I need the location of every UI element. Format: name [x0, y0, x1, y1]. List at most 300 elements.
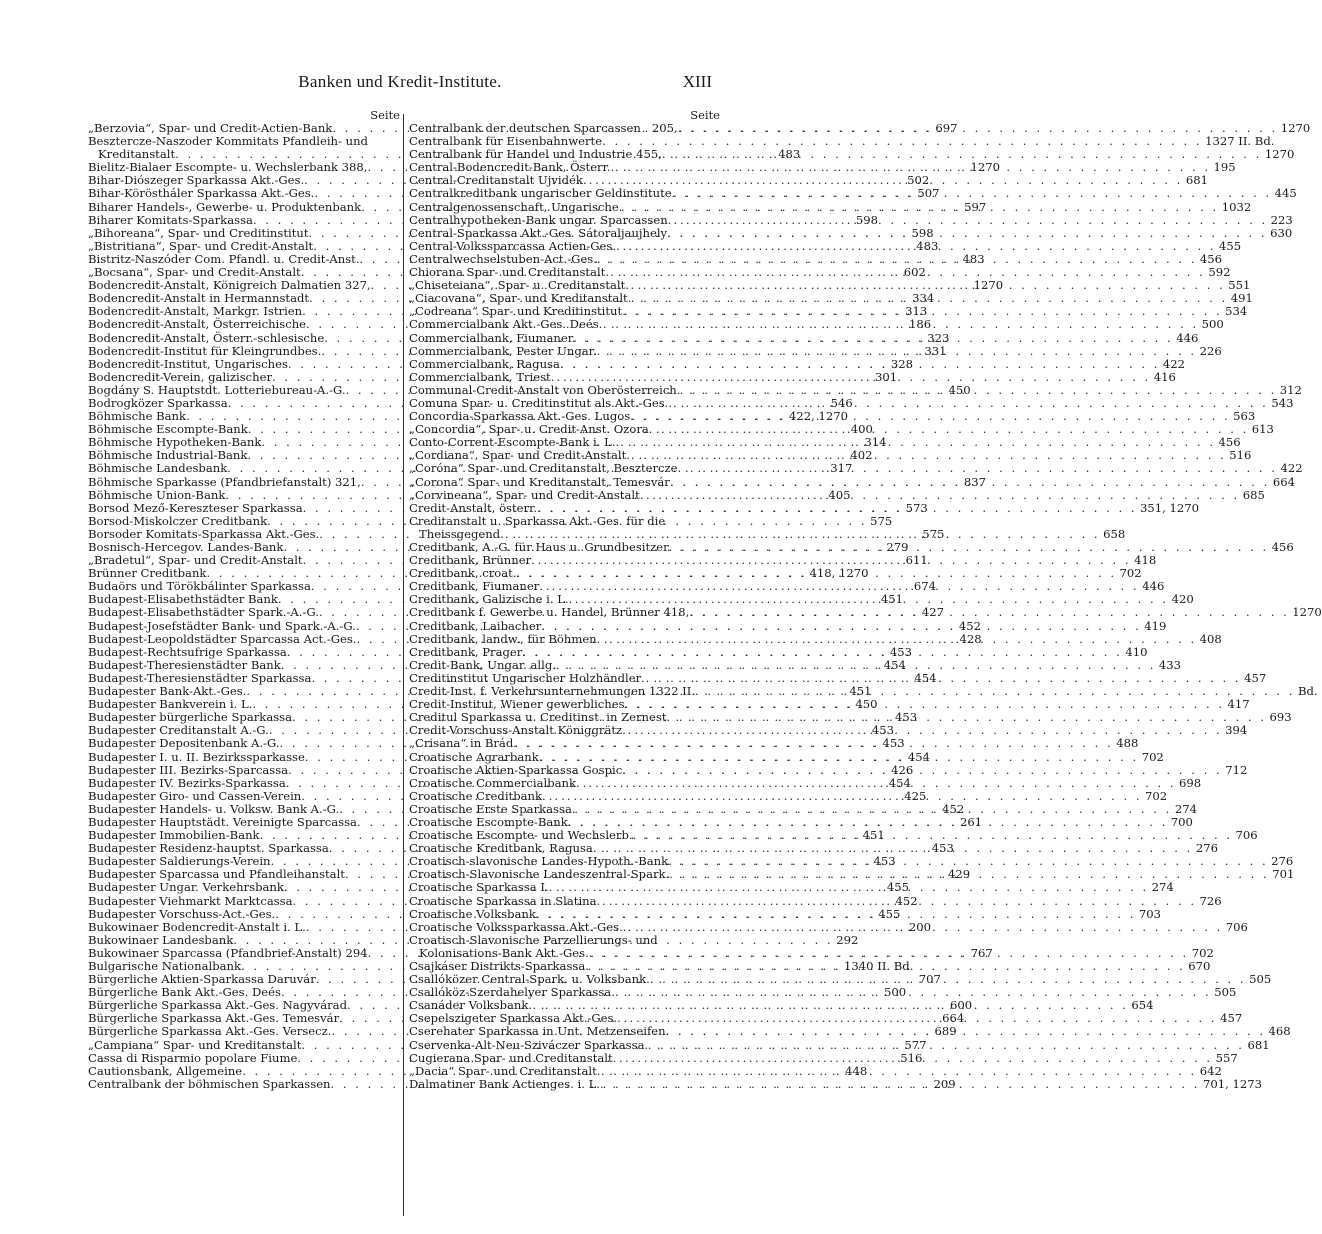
entry-page: 292	[836, 932, 859, 947]
entry-name: Dalmatiner Bank Actienges. i. L.	[409, 1076, 600, 1091]
entry-page: 702	[1119, 566, 1142, 581]
leader-dots	[689, 606, 1289, 619]
leader-dots	[576, 777, 1176, 790]
entry-page: 674	[913, 579, 936, 594]
entry-name: Commercialbank, Triest	[409, 369, 551, 384]
entry-page: 1270	[1292, 605, 1322, 620]
entry-page: 706	[1235, 828, 1258, 843]
entry-page: 654	[1131, 998, 1154, 1013]
entry-page: 600	[949, 998, 973, 1013]
entry-name: Budapest-Josefstädter Bank- und Spark.-A.-G.	[88, 618, 356, 633]
entry-name: Böhmische Hypotheken-Bank	[88, 435, 262, 450]
entry-page: 546	[830, 395, 853, 410]
entry-page: 455	[886, 880, 910, 895]
entry-name: Budapest-Elisabethstädter Spark.-A.-G.	[88, 605, 319, 620]
entry-page: 516	[1229, 448, 1252, 463]
entry-name: „Bradetul“, Spar- und Credit-Anstalt	[88, 553, 303, 568]
entry-name: Budapester IV. Bezirks-Sparkassa	[88, 775, 286, 790]
entry-page: 276	[1195, 841, 1218, 856]
page-header	[0, 72, 800, 96]
entry-name: Croatische Agrarbank	[409, 749, 539, 764]
entry-page: 483	[962, 251, 985, 266]
entry-name: Creditanstalt u. Sparkassa Akt.-Ges. für die	[409, 513, 666, 528]
entry-name: Creditbank, croat.	[409, 566, 517, 581]
entry-name: Centralgenossenschaft, Ungarische	[409, 199, 619, 214]
entry-page: 573	[905, 500, 928, 515]
entry-name: Bulgarische Nationalbank	[88, 959, 242, 973]
index-entry	[409, 515, 720, 528]
entry-name: Bodencredit-Anstalt, Markgr. Istrien	[88, 304, 303, 319]
entry-name: Credit-Inst. f. Verkehrsunternehmungen 1322 II.	[409, 684, 695, 699]
entry-name: Budapester Depositenbank A.-G.	[88, 736, 280, 751]
entry-name: Cugierana Spar- und Creditanstalt	[409, 1050, 613, 1065]
entry-page: 433	[1158, 657, 1182, 672]
entry-name: Cautionsbank, Allgemeine	[88, 1063, 243, 1078]
entry-page: 226	[1199, 343, 1222, 358]
leader-dots	[677, 384, 1277, 397]
entry-page: 575	[922, 526, 945, 541]
entry-name: Csallóköz-Szerdahelyer Sparkassa	[409, 985, 612, 1000]
entry-page: 1340 II. Bd.	[844, 959, 914, 973]
entry-name: Bogdány S. Hauptstdt. Lotteriebureau-A.-G.	[88, 382, 346, 397]
entry-page: 313	[905, 304, 928, 319]
index-entry	[409, 934, 720, 947]
entry-page: Bd.	[1297, 684, 1318, 699]
entry-page: 312	[1279, 382, 1302, 397]
entry-name: Kolonisations-Bank Akt.-Ges.	[419, 945, 589, 960]
entry-page: 483	[916, 238, 939, 253]
entry-name: „Berzovia“, Spar- und Credit-Actien-Bank	[88, 121, 333, 135]
entry-page: 452	[958, 618, 981, 633]
entry-page: 450	[855, 697, 878, 712]
entry-page: 448	[845, 1063, 868, 1078]
entry-page: 500	[883, 985, 907, 1000]
entry-name: Central-Sparkassa Akt.-Ges. Sátoraljaujhely	[409, 225, 668, 240]
entry-page: 422	[1162, 356, 1186, 371]
entry-page: 334	[912, 291, 935, 306]
leader-dots	[572, 803, 1172, 816]
entry-page: 446	[1176, 330, 1199, 345]
entry-page: 1327 II. Bd.	[1205, 134, 1275, 149]
entry-page: 328	[890, 356, 914, 371]
entry-page: 642	[1199, 1063, 1222, 1078]
entry-page: 405	[828, 487, 851, 502]
entry-page: 451	[862, 828, 885, 843]
entry-name: Csajkáser Distrikts-Sparkassa	[409, 959, 586, 973]
entry-name: Bürgerliche Sparkassa Akt.-Ges. Versecz.	[88, 1024, 332, 1039]
page-title: Banken und Kredit-Institute.	[298, 72, 502, 91]
entry-page: 410	[1125, 644, 1148, 659]
entry-name: Central-Volkssparcassa Actien-Ges.	[409, 238, 617, 253]
entry-name: Credit-Institut, Wiener gewerbliches	[409, 697, 625, 712]
entry-page: 658	[1103, 526, 1126, 541]
entry-name: Commercialbank, Ragusa	[409, 356, 560, 371]
entry-page: 507	[917, 186, 940, 201]
entry-name: Beszterczе-Naszoder Kommitats Pfandleih- und	[88, 134, 368, 149]
leader-dots	[622, 764, 1222, 777]
entry-page: 707	[918, 972, 941, 987]
entry-name: Budapester bürgerliche Sparkassa	[88, 710, 293, 725]
entry-page: 767	[970, 945, 993, 960]
leader-dots	[623, 921, 1223, 934]
entry-name: „Bihoreana“, Spar- und Creditinstitut	[88, 225, 309, 240]
leader-dots	[537, 502, 1137, 515]
entry-name: Croatische Erste Sparkassa	[409, 801, 572, 816]
entry-name: Creditbank, Laibacher	[409, 618, 542, 633]
entry-page: 500	[1201, 317, 1224, 332]
entry-name: Conto-Corrent-Escompte-Bank i. L.	[409, 435, 616, 450]
entry-page: 670	[1188, 959, 1211, 973]
entry-page: 701, 1273	[1202, 1076, 1262, 1091]
entry-name: Creditul Sparkassa u. Creditinst. in Zernest	[409, 710, 667, 725]
entry-page: 681	[1185, 173, 1209, 188]
entry-name: Budapester Viehmarkt Marktcassa	[88, 893, 293, 908]
entry-page: 575	[870, 513, 893, 528]
entry-name: Centralbank für Handel und Industrie 455,	[409, 147, 662, 162]
entry-name: Credit-Bank, Ungar. allg.	[409, 657, 556, 672]
entry-name: Bodencredit-Institut, Ungarisches	[88, 356, 288, 371]
leader-dots	[551, 371, 1151, 384]
entry-page: 209	[933, 1076, 956, 1091]
entry-page: 452	[942, 801, 965, 816]
entry-name: Budapester Hauptstädt. Vereinigte Sparcassa	[88, 814, 357, 829]
entry-page: 223	[1270, 212, 1293, 227]
entry-page: 597	[964, 199, 987, 214]
entry-page: 425	[904, 788, 927, 803]
entry-page: 837	[963, 474, 986, 489]
entry-page: 417	[1227, 697, 1250, 712]
entry-name: „Crisana“ in Brád	[409, 736, 514, 751]
entry-page: 702	[1145, 788, 1168, 803]
entry-page: 418, 1270	[809, 566, 869, 581]
entry-page: 429	[947, 867, 971, 882]
entry-page: 502	[907, 173, 930, 188]
entry-name: Budapest-Theresienstädter Sparkassa	[88, 670, 312, 685]
entry-page: 557	[1215, 1050, 1238, 1065]
entry-page: 454	[883, 657, 906, 672]
leader-dots	[597, 345, 1197, 358]
entry-name: Centralbank der deutschen Sparcassen . 205,	[409, 121, 678, 135]
entry-name: Bodencredit-Anstalt, Österreichische	[88, 317, 307, 332]
entry-name: Creditbank, Prager	[409, 644, 523, 659]
leader-dots	[619, 201, 1219, 214]
entry-page: 681	[1247, 1037, 1270, 1052]
entry-name: Budapester Sparcassa und Pfandleihanstalt	[88, 867, 345, 882]
entry-name: Creditbank, Fiumaner	[409, 579, 540, 594]
entry-page: 394	[1225, 723, 1248, 738]
entry-name: Böhmische Escompte-Bank	[88, 422, 248, 437]
entry-page: 516	[900, 1050, 923, 1065]
entry-name: Bodencredit-Anstalt, Österr.-schlesische	[88, 330, 325, 345]
entry-name: Centralkreditbank ungarischer Geldinstitute	[409, 186, 672, 201]
entry-page: 274	[1151, 880, 1174, 895]
entry-name: Kreditanstalt	[98, 147, 176, 162]
entry-page: 1270	[1280, 121, 1311, 135]
entry-page: 451	[880, 592, 904, 607]
entry-name: Biharer Handels-, Gewerbe- u. Produktenbank	[88, 199, 362, 214]
entry-page: 577	[904, 1037, 927, 1052]
entry-page: 505	[1214, 985, 1237, 1000]
leader-dots	[597, 633, 1197, 646]
entry-page: 453	[931, 841, 954, 856]
leader-dots	[513, 737, 1113, 750]
entry-page: 689	[934, 1024, 957, 1039]
entry-page: 454	[907, 749, 930, 764]
entry-page: 427	[921, 605, 945, 620]
leader-dots	[541, 620, 1141, 633]
entry-name: „Bocsana“, Spar- und Credit-Anstalt	[88, 265, 301, 280]
entry-page: 301	[875, 369, 898, 384]
leader-dots	[644, 1039, 1244, 1052]
entry-name: Csallóközer Central-Spark. u. Volksbank	[409, 972, 647, 987]
entry-name: Böhmische Union-Bank	[88, 487, 226, 502]
entry-name: Bielitz-Bialaer Escompte- u. Wechslerbank 388,	[88, 160, 368, 175]
entry-name: Creditbank, landw., für Böhmen	[409, 631, 597, 646]
entry-name: Budapest-Theresienstädter Bank	[88, 657, 281, 672]
leader-dots	[549, 881, 1149, 894]
entry-page: 317	[830, 461, 853, 476]
entry-name: Budapester III. Bezirks-Sparcassa	[88, 762, 289, 777]
entry-page: 455	[878, 906, 901, 921]
entry-name: Budaörs und Törökbálinter Sparkassa	[88, 579, 311, 594]
entry-name: „Ciacovana“, Spar- und Kreditanstalt	[409, 291, 628, 306]
entry-name: Commercialbank, Pester Ungar.	[409, 343, 597, 358]
entry-name: Credit-Anstalt, österr.	[409, 500, 538, 515]
entry-name: Bihar-Köröstháler Sparkassa Akt.-Ges.	[88, 186, 315, 201]
entry-name: Budapester Vorschuss-Act.-Ges.	[88, 906, 276, 921]
leader-dots	[668, 214, 1268, 227]
entry-name: Böhmische Bank	[88, 409, 187, 424]
entry-name: Croatische Volksbank	[409, 906, 536, 921]
entry-name: Croatische Aktien-Sparkassa Gospic	[409, 762, 623, 777]
entry-name: Bodencredit-Anstalt in Hermannstadt	[88, 291, 310, 306]
entry-name: Croatische Sparkassa I.	[409, 880, 549, 895]
entry-name: Budapester Ungar. Verkehrsbank	[88, 880, 284, 895]
entry-page: 454	[914, 670, 937, 685]
entry-name: Creditbank f. Gewerbe u. Handel, Brünner 418,	[409, 605, 690, 620]
leader-dots	[597, 895, 1197, 908]
entry-page: 1270	[1264, 147, 1295, 162]
entry-page: 598	[911, 225, 934, 240]
entry-name: Creditbank, A.-G. für Haus u. Grundbesitzer	[409, 540, 669, 554]
entry-page: 400	[850, 422, 873, 437]
entry-page: 602	[903, 265, 926, 280]
leader-dots	[666, 1025, 1266, 1038]
entry-name: Bodrogközer Sparkassa	[88, 395, 228, 410]
entry-name: Creditbank, Galizische i. L.	[409, 592, 569, 607]
entry-name: Budapester Bankverein i. L.	[88, 697, 253, 712]
entry-page: 351, 1270	[1140, 500, 1200, 515]
entry-name: Csepelszigeter Sparkassa Akt.-Ges.	[409, 1011, 618, 1026]
leader-dots	[522, 646, 1122, 659]
entry-page: 428	[959, 631, 982, 646]
entry-name: Commercialbank, Fiumaner	[409, 330, 574, 345]
leader-dots	[613, 1052, 1213, 1065]
leader-dots	[670, 476, 1270, 489]
entry-page: 453	[882, 736, 905, 751]
entry-name: Brünner Creditbank	[88, 566, 207, 581]
entry-name: Borsoder Komitats-Sparkassa Akt.-Ges.	[88, 526, 320, 541]
entry-name: Borsod Mező-Keresztesеr Sparkassa	[88, 500, 303, 515]
entry-page: 611	[905, 553, 928, 568]
entry-name: Theissgegend	[419, 526, 501, 541]
leader-dots	[678, 462, 1278, 475]
entry-name: Budapest-Rechtsufrige Sparkassa	[88, 644, 287, 659]
entry-name: Budapester Bank-Akt.-Ges.	[88, 684, 247, 699]
entry-page: 468	[1268, 1024, 1291, 1039]
entry-page: 664	[942, 1011, 965, 1026]
entry-name: „Corvineana“, Spar- und Credit-Anstalt	[409, 487, 640, 502]
entry-name: Croatische Sparkassa in Slatina	[409, 893, 597, 908]
entry-name: Budapester Saldierungs-Verein	[88, 854, 271, 869]
entry-name: Croatische Creditbank	[409, 788, 543, 803]
entry-name: „Codreana“ Spar- und Kreditinstitut	[409, 304, 623, 319]
entry-name: Böhmische Industrial-Bank	[88, 448, 248, 463]
entry-name: Bodencredit-Verein, galizischer	[88, 369, 273, 384]
entry-page: 488	[1116, 736, 1139, 751]
entry-page: 453	[889, 644, 912, 659]
entry-page: 664	[1272, 474, 1295, 489]
entry-page: 452	[895, 893, 918, 908]
entry-name: Central-Bodencredit-Bank, Österr.	[409, 160, 611, 175]
entry-page: 331	[924, 343, 947, 358]
entry-name: „Campiana“ Spar- und Kreditanstalt	[88, 1037, 302, 1052]
entry-name: Centralbank für Eisenbahnwerte	[409, 134, 603, 149]
entry-name: Budapester I. u. II. Bezirkssparkasse	[88, 749, 305, 764]
entry-page: 457	[1244, 670, 1267, 685]
entry-page: 279	[886, 540, 909, 554]
entry-name: Creditinstitut Ungarischer Holzhändler	[409, 670, 642, 685]
entry-page: 445	[1274, 186, 1297, 201]
entry-page: 419	[1144, 618, 1167, 633]
entry-name: Bodencredit-Anstalt, Königreich Dalmatien 327,	[88, 278, 371, 293]
entry-page: 453	[871, 723, 894, 738]
leader-dots	[556, 659, 1156, 672]
entry-page: 1032	[1221, 199, 1252, 214]
entry-page: 422	[1280, 461, 1303, 476]
entry-name: Bürgerliche Aktien-Sparkassa Daruvár	[88, 972, 316, 987]
entry-page: 1270	[970, 160, 1000, 175]
entry-name: Böhmische Sparkasse (Pfandbriefanstalt) 321,	[88, 474, 361, 489]
entry-name: „Dacia“ Spar- und Creditanstalt	[409, 1063, 597, 1078]
entry-name: Csanáder Volksbank	[409, 998, 529, 1013]
entry-page: 706	[1225, 919, 1248, 934]
entry-page: 446	[1142, 579, 1165, 594]
entry-name: Centralhypotheken-Bank ungar. Sparcassen	[409, 212, 668, 227]
entry-name: Bosnisch-Hercegov. Landes-Bank	[88, 540, 284, 554]
entry-page: 195	[1213, 160, 1236, 175]
entry-name: Bihar-Diószeger Sparkassa Akt.-Ges.	[88, 173, 305, 188]
entry-page: 408	[1199, 631, 1222, 646]
entry-name: Cservenka-Alt-Neu-Sziváczer Sparkassa	[409, 1037, 645, 1052]
seite-label-left: Seite	[370, 108, 400, 122]
entry-name: Bukowinaer Landesbank	[88, 932, 234, 947]
entry-name: Comuna Spar- u. Creditinstitut als Akt.-Ges.	[409, 395, 669, 410]
entry-name: Croatisch-slavonische Landes-Hypoth.-Bank	[409, 854, 669, 869]
entry-page: 700	[1170, 814, 1193, 829]
column-divider	[403, 114, 404, 1216]
leader-dots	[667, 227, 1267, 240]
entry-page: 592	[1208, 265, 1231, 280]
entry-page: 416	[1153, 369, 1176, 384]
entry-page: 456	[1271, 540, 1294, 554]
entry-name: Creditbank, Brünner	[409, 553, 532, 568]
entry-name: Budapester Handels- u. Volksw. Bank A.-G.	[88, 801, 340, 816]
entry-page: 702	[1191, 945, 1214, 960]
entry-name: „Corona“ Spar- und Kreditanstalt, Temesvár	[409, 474, 670, 489]
entry-page: 457	[1220, 1011, 1243, 1026]
entry-page: 702	[1141, 749, 1164, 764]
entry-name: Budapest-Elisabethstädter Bank	[88, 592, 278, 607]
entry-page: 314	[864, 435, 887, 450]
leader-dots	[616, 240, 1216, 253]
entry-name: Bürgerliche Sparkassa Akt.-Ges. Nagyvárad	[88, 998, 347, 1013]
entry-name: Centralwechselstuben-Act.-Ges.	[409, 251, 597, 266]
entry-name: Bukowinaer Bodencredit-Anstalt i. L.	[88, 919, 306, 934]
entry-name: Croatisch-Slavonische Parzellierungs- und	[409, 932, 658, 947]
entry-page: 453	[873, 854, 896, 869]
entry-page: 534	[1225, 304, 1248, 319]
entry-page: 551	[1228, 278, 1251, 293]
entry-page: 598	[855, 212, 879, 227]
entry-page: 451	[849, 684, 872, 699]
leader-dots	[640, 489, 1240, 502]
entry-name: Croatische Escompte- und Wechslerb.	[409, 828, 633, 843]
entry-page: 698	[1179, 775, 1202, 790]
leader-dots	[536, 908, 1136, 921]
entry-page: 543	[1271, 395, 1294, 410]
entry-page: 186	[909, 317, 932, 332]
entry-name: Central-Creditanstalt Ujvidék	[409, 173, 583, 188]
entry-name: Budapest-Leopoldstädter Sparcassa Act.-Ges.	[88, 631, 357, 646]
entry-name: Credit-Vorschuss-Anstalt Königgrätz	[409, 723, 623, 738]
entry-page: 726	[1199, 893, 1222, 908]
entry-name: Commercialbank Akt.-Ges. Deés	[409, 317, 599, 332]
leader-dots	[600, 1078, 1200, 1091]
entry-name: Cserehater Sparkassa in Unt. Metzenseifen	[409, 1024, 666, 1039]
entry-name: Borsod-Miskolczer Creditbank	[88, 513, 268, 528]
entry-name: Croatische Escompte-Bank	[409, 814, 568, 829]
entry-name: Croatische Kreditbank, Ragusa	[409, 841, 593, 856]
entry-name: Bürgerliche Sparkassa Akt.-Ges. Temesvár	[88, 1011, 340, 1026]
entry-page: 1270	[973, 278, 1004, 293]
entry-name: Centralbank der böhmischen Sparkassen	[88, 1076, 331, 1091]
leader-dots	[597, 1065, 1197, 1078]
entry-page: 422, 1270	[789, 409, 849, 424]
entry-name: Concordia-Sparkassa Akt.-Ges. Lugos	[409, 409, 631, 424]
entry-page: 456	[1218, 435, 1241, 450]
entry-page: 276	[1271, 854, 1294, 869]
entry-name: „Coróna“ Spar- und Creditanstalt, Beszterczе	[409, 461, 678, 476]
entry-page: 454	[888, 775, 911, 790]
entry-page: 200	[908, 919, 931, 934]
entry-name: Cassa di Risparmio popolare Fiume	[88, 1050, 298, 1065]
entry-page: 456	[1199, 251, 1223, 266]
entry-page: 483	[778, 147, 801, 162]
entry-name: Budapester Immobilien-Bank	[88, 828, 260, 843]
leader-dots	[542, 790, 1142, 803]
leader-dots	[599, 318, 1199, 331]
entry-page: 563	[1233, 409, 1256, 424]
entry-page: 274	[1174, 801, 1197, 816]
entry-name: Budapester Creditanstalt A.-G.	[88, 723, 269, 738]
entry-name: Bürgerliche Bank Akt.-Ges. Deés	[88, 985, 281, 1000]
entry-name: „Cordiana“, Spar- und Credit-Anstalt	[409, 448, 627, 463]
entry-name: „Concordia“, Spar- u. Credit-Anst. Ozora	[409, 422, 649, 437]
entry-page: 491	[1230, 291, 1253, 306]
leader-dots	[539, 751, 1139, 764]
entry-page: 455	[1219, 238, 1242, 253]
